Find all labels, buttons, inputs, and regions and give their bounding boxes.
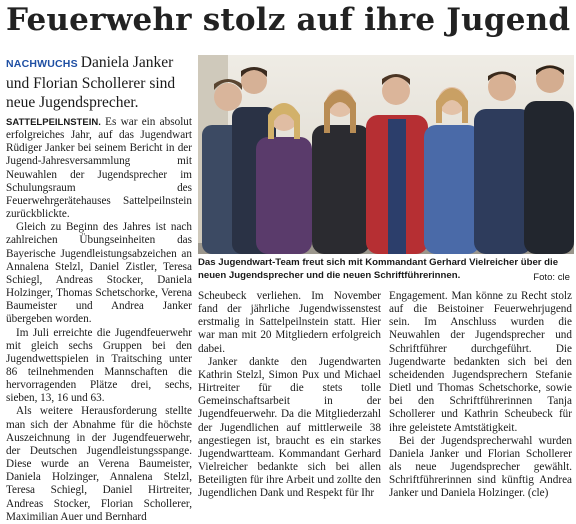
headline: Feuerwehr stolz auf ihre Jugend [6, 2, 571, 38]
paragraph: SATTELPEILNSTEIN. Es war ein absolut erfolgreiches Jahr, auf das Jugendwart Rüdiger Janker bei seinem Bericht in der Jugend-Jahresversammlung mit Neuwahlen der Jugendsprecher im Schulungsraum des Feuerwehrgerätehauses Sattelpeilnstein zurückblickte. [6, 116, 193, 221]
paragraph: Janker dankte den Jugendwarten Kathrin Stelzl, Simon Pux und Michael Hirtreiter für die stets tolle Gemeinschaftsarbeit in der Jugendfeuerwehr. Da die Mitgliederzahl der Jugendlichen auf mittlerweile 38 angestiegen ist, braucht es ein starkes Jugendwartteam. Kommandant Gerhard Vielreicher bedankte sich bei allen Beteiligten für ihre Arbeit und zollte den Jugendlichen Dank und Respekt für Ihr [198, 355, 381, 500]
subhead-text: Daniela Janker und Florian Schollerer sind neue Jugendsprecher. [6, 54, 176, 111]
photo-illustration [198, 55, 574, 254]
paragraph: Engagement. Man könne zu Recht stolz auf die Beistoiner Feuerwehrjugend sein. Im Anschluss wurden die Neuwahlen der Jugendsprecher und Schriftführer durchgeführt. Die Jugendwarte bedankten sich bei den scheidenden Jugendsprechern Stefanie Dietl und Thomas Schetschorke, sowie bei den Schriftführerinnen Tanja Schollerer und Kathrin Scheubeck für ihre geleistete Amtstätigkeit. [389, 290, 572, 434]
photo-credit: Foto: cle [533, 272, 570, 283]
paragraph: Im Juli erreichte die Jugendfeuerwehr mit gleich sechs Gruppen bei den Jugendwettspielen in Traitsching unter 86 teilnehmenden Mannschaften die hervorragenden Plätze drei, sechs, sieben, 13, 16 und 63. [6, 326, 192, 405]
article-column-2 [198, 290, 381, 514]
article-column-1 [6, 116, 193, 523]
paragraph: Scheubeck verliehen. Im November fand der jährliche Jugendwissenstest erstmalig in Sattelpeilnstein statt. Hier war man mit 20 Mitgliedern erfolgreich dabei. [198, 290, 381, 355]
paragraph: Gleich zu Beginn des Jahres ist nach zahlreichen Übungseinheiten das Bayerische Jugendleistungsabzeichen an Annalena Stelzl, Daniel Zistler, Teresa Schiegl, Andreas Stocker, Daniela Holzinger, Thomas Schetschorke, Verena Baumeister und Andrea Janker übergeben worden. [6, 221, 192, 326]
kicker: NACHWUCHS [6, 58, 78, 70]
group-photo [198, 55, 574, 254]
photo-caption [198, 256, 574, 286]
caption-text: Das Jugendwart-Team freut sich mit Kommandant Gerhard Vielreicher über die neuen Jugendsprecher und die neuen Schriftführerinnen. [198, 257, 559, 281]
paragraph: Als weitere Herausforderung stellte man sich der Abnahme für die höchste Auszeichnung in der Jugendfeuerwehr, der Deutschen Jugendleistungsspange. Diese wurde an Verena Baumeister, Daniela Holzinger, Annalena Stelzl, Teresa Schiegl, Daniel Hirtreiter, Andreas Stocker, Florian Schollerer, Maximilian Auer und Bernhard [6, 405, 192, 523]
dateline: SATTELPEILNSTEIN. [6, 117, 101, 128]
subheadline [6, 53, 196, 113]
paragraph: Bei der Jugendsprecherwahl wurden Daniela Janker und Florian Schollerer als neue Jugendsprecher gewählt. Schriftführerinnen sind künftig Andrea Janker und Daniela Holzinger. (cle) [389, 434, 572, 500]
article-column-3 [389, 290, 572, 514]
